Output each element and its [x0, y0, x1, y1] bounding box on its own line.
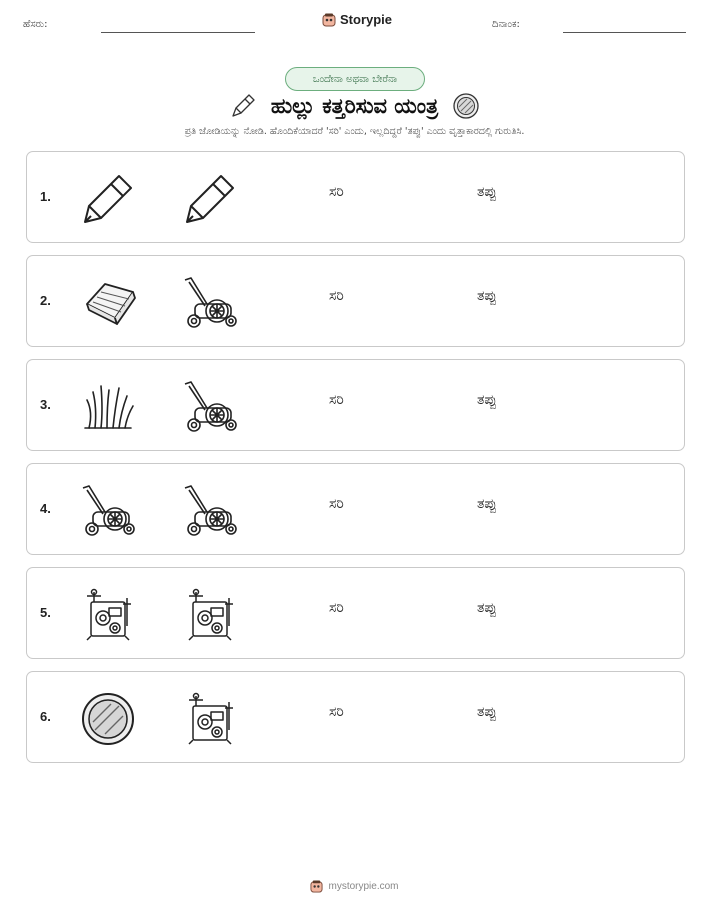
right-picture: [181, 378, 239, 436]
page-title: ಹುಲ್ಲು ಕತ್ತರಿಸುವ ಯಂತ್ರ: [270, 93, 439, 118]
activity-badge: ಒಂದೇನಾ ಅಥವಾ ಬೇರೆನಾ: [285, 67, 425, 91]
blade-icon: [79, 170, 137, 228]
question-number: 5.: [40, 605, 51, 620]
question-number: 4.: [40, 501, 51, 516]
left-picture: [79, 690, 137, 748]
question-number: 3.: [40, 397, 51, 412]
name-label: ಹೆಸರು:: [23, 19, 48, 30]
right-picture: [181, 690, 239, 748]
footer: [0, 880, 709, 893]
left-picture: [79, 378, 137, 436]
option-correct[interactable]: ಸರಿ: [329, 184, 344, 200]
grass-icon: [79, 378, 137, 436]
blade-icon: [229, 92, 257, 120]
lawn-mower-icon: [79, 482, 137, 540]
wheel-icon: [79, 690, 137, 748]
lawn-mower-icon: [181, 274, 239, 332]
instructions: ಪ್ರತಿ ಜೋಡಿಯನ್ನು ನೋಡಿ. ಹೊಂದಿಕೆಯಾದರೆ 'ಸರಿ' ಎಂದು, ಇಲ್ಲದಿದ್ದರೆ 'ತಪ್ಪು' ಎಂದು ವೃತ್ತಾಕಾರದಲ್ಲಿ ಗುರುತಿಸಿ.: [184, 126, 525, 137]
option-wrong[interactable]: ತಪ್ಪು: [477, 184, 497, 200]
right-picture: [181, 274, 239, 332]
question-row: [26, 567, 685, 659]
left-picture: [79, 170, 137, 228]
option-wrong[interactable]: ತಪ್ಪು: [477, 288, 497, 304]
option-correct[interactable]: ಸರಿ: [329, 600, 344, 616]
question-row: [26, 151, 685, 243]
option-correct[interactable]: ಸರಿ: [329, 392, 344, 408]
option-wrong[interactable]: ತಪ್ಪು: [477, 496, 497, 512]
question-row: [26, 255, 685, 347]
option-wrong[interactable]: ತಪ್ಪು: [477, 392, 497, 408]
left-picture: [79, 586, 137, 644]
lawn-mower-icon: [181, 482, 239, 540]
option-correct[interactable]: ಸರಿ: [329, 288, 344, 304]
option-wrong[interactable]: ತಪ್ಪು: [477, 600, 497, 616]
option-correct[interactable]: ಸರಿ: [329, 704, 344, 720]
engine-icon: [181, 690, 239, 748]
engine-icon: [181, 586, 239, 644]
right-picture: [181, 170, 239, 228]
brand-logo: [322, 12, 392, 27]
storypie-mascot-icon: [310, 880, 323, 893]
question-number: 6.: [40, 709, 51, 724]
engine-icon: [79, 586, 137, 644]
left-picture: [79, 482, 137, 540]
name-line[interactable]: [101, 32, 255, 33]
date-label: ದಿನಾಂಕ:: [492, 19, 520, 30]
lawn-mower-icon: [181, 378, 239, 436]
storypie-mascot-icon: [322, 13, 336, 27]
cloth-icon: [79, 274, 137, 332]
question-number: 1.: [40, 189, 51, 204]
brand-name: Storypie: [340, 12, 393, 27]
right-picture: [181, 586, 239, 644]
blade-icon: [181, 170, 239, 228]
question-number: 2.: [40, 293, 51, 308]
wheel-icon: [452, 92, 480, 120]
question-row: [26, 463, 685, 555]
footer-url: mystorypie.com: [328, 881, 399, 892]
date-line[interactable]: [563, 32, 686, 33]
left-picture: [79, 274, 137, 332]
question-row: [26, 359, 685, 451]
option-correct[interactable]: ಸರಿ: [329, 496, 344, 512]
right-picture: [181, 482, 239, 540]
option-wrong[interactable]: ತಪ್ಪು: [477, 704, 497, 720]
title-row: [0, 89, 709, 123]
question-row: [26, 671, 685, 763]
